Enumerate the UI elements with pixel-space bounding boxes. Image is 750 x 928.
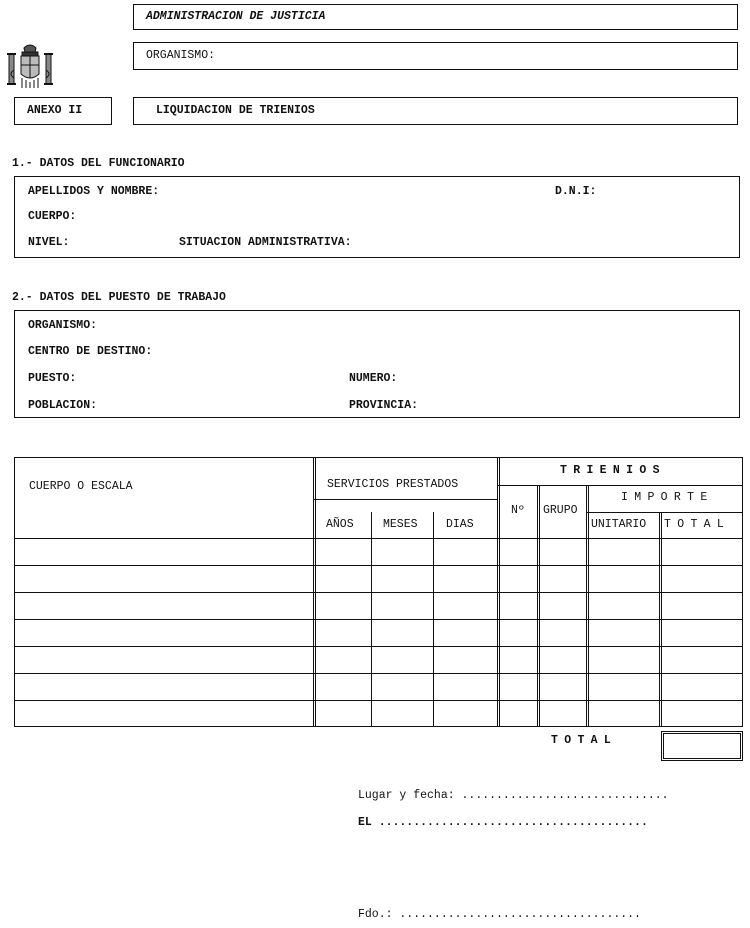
meses-header: MESES [383,518,418,531]
el-line[interactable]: EL ....................................... [358,816,648,829]
anexo-box [14,97,112,125]
apellidos-label: APELLIDOS Y NOMBRE: [28,185,160,198]
grupo-header: GRUPO [543,504,578,517]
administracion-title: ADMINISTRACION DE JUSTICIA [146,10,326,23]
provincia-label: PROVINCIA: [349,399,419,412]
funcionario-box [14,176,740,258]
total-field[interactable] [661,731,743,761]
section2-title: 2.- DATOS DEL PUESTO DE TRABAJO [12,291,226,304]
puesto-box [14,310,740,418]
total-label: TOTAL [551,734,618,747]
anos-header: AÑOS [326,518,354,531]
liquidacion-box [133,97,738,125]
liquidacion-title: LIQUIDACION DE TRIENIOS [156,104,315,117]
organismo-label: ORGANISMO: [28,319,98,332]
dni-label: D.N.I: [555,185,597,198]
importe-header: IMPORTE [621,491,714,504]
organismo-header-label: ORGANISMO: [146,49,216,62]
nivel-label: NIVEL: [28,236,70,249]
unitario-header: UNITARIO [591,518,647,531]
section1-title: 1.- DATOS DEL FUNCIONARIO [12,157,185,170]
organismo-box[interactable] [133,42,738,70]
puesto-label: PUESTO: [28,372,77,385]
numero-label: NUMERO: [349,372,398,385]
trienios-header: TRIENIOS [560,464,666,477]
servicios-header: SERVICIOS PRESTADOS [327,478,459,491]
dias-header: DIAS [446,518,474,531]
coat-of-arms-emblem [4,40,56,92]
numero-header: Nº [511,504,525,517]
trienios-table [14,457,743,727]
centro-label: CENTRO DE DESTINO: [28,345,153,358]
lugar-fecha-line[interactable]: Lugar y fecha: .............................. [358,789,669,802]
cuerpo-escala-header: CUERPO O ESCALA [29,480,133,493]
total-column-header: TOTAL [664,518,731,531]
cuerpo-label: CUERPO: [28,210,77,223]
administracion-box [133,4,738,30]
situacion-label: SITUACION ADMINISTRATIVA: [179,236,352,249]
anexo-label: ANEXO II [27,104,83,117]
poblacion-label: POBLACION: [28,399,98,412]
fdo-line[interactable]: Fdo.: ................................... [358,908,641,921]
